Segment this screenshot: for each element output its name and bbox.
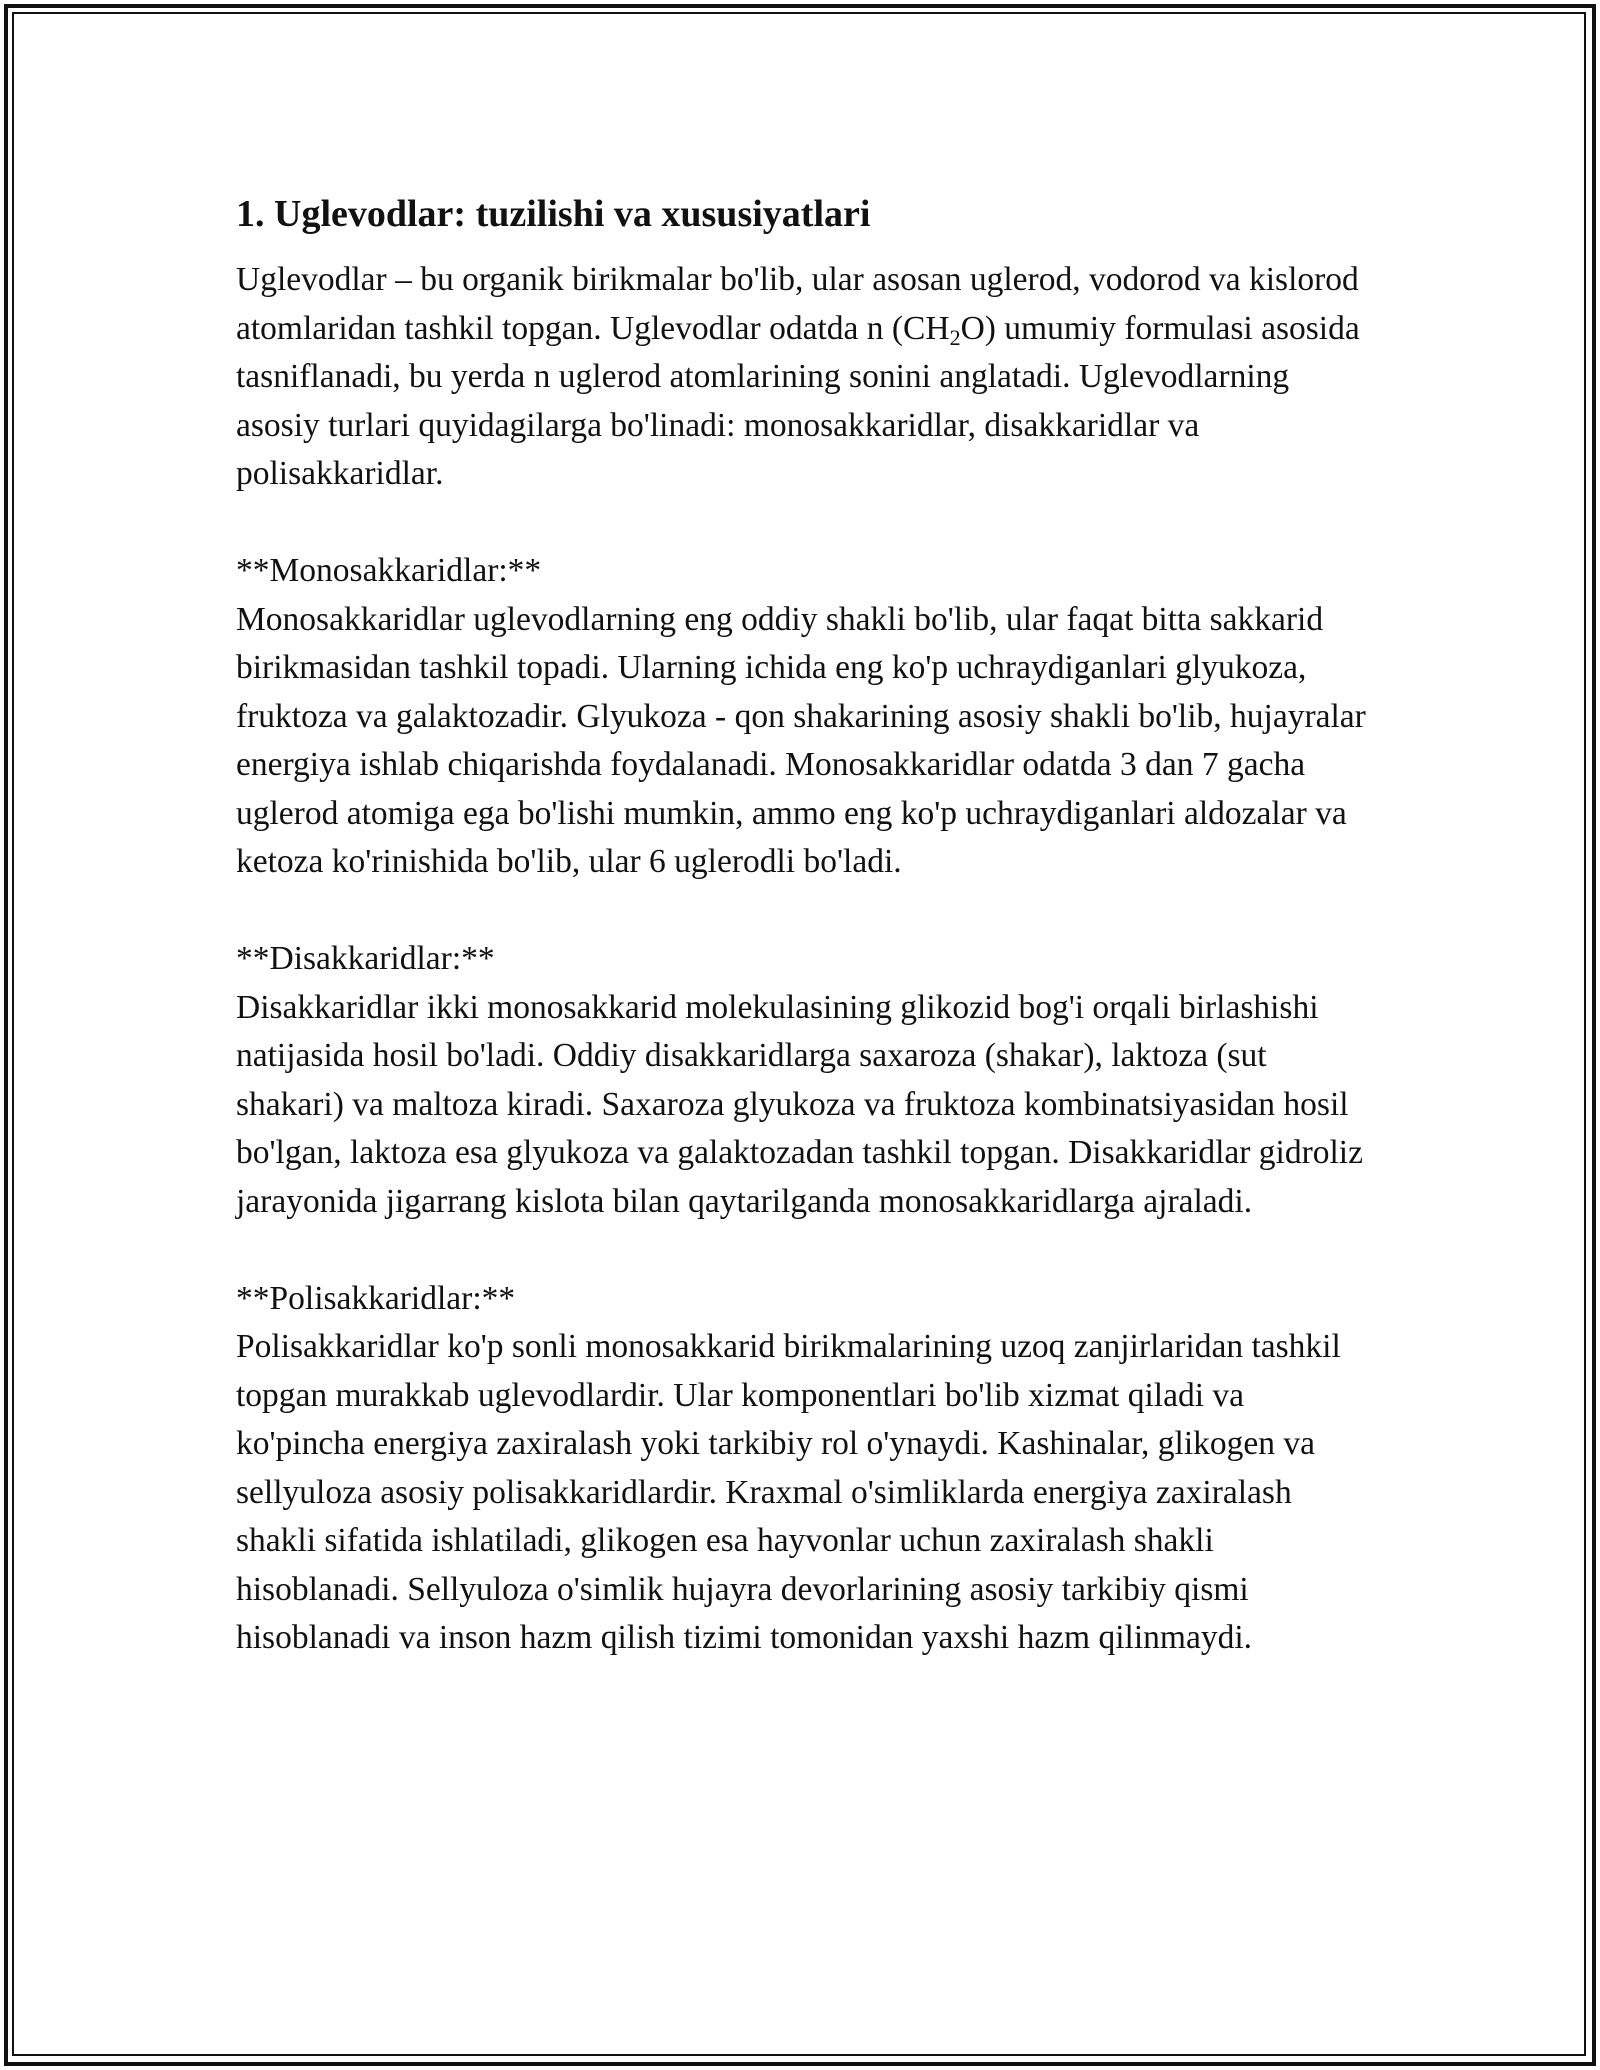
paragraph-gap <box>236 499 1366 548</box>
paragraph-gap <box>236 887 1366 936</box>
document-body <box>236 188 1366 1663</box>
section-disaccharides <box>236 935 1366 1226</box>
section-heading: **Polisakkaridlar:** <box>236 1279 516 1317</box>
section-paragraph: Monosakkaridlar uglevodlarning eng oddiy shakli bo'lib, ular faqat bitta sakkarid birikmasidan tashkil topadi. Ularning ichida eng ko'p uchraydiganlari glyukoza, fruktoza va galaktozadir. Glyukoza - qon shakarining asosiy shakli bo'lib, hujayralar energiya ishlab chiqarishda foydalanadi. Monosakkaridlar odatda 3 dan 7 gacha uglerod atomiga ega bo'lishi mumkin, ammo eng ko'p uchraydiganlari aldozalar va ketoza ko'rinishida bo'lib, ular 6 uglerodli bo'ladi. <box>236 600 1366 880</box>
section-polysaccharides <box>236 1275 1366 1663</box>
intro-text-start: Uglevodlar – bu organik birikmalar bo'lib, ular asosan uglerod, vodorod va kislorod atomlaridan tashkil topgan. Uglevodlar odatda n (CH <box>236 261 1359 347</box>
document-title: 1. Uglevodlar: tuzilishi va xususiyatlari <box>236 193 871 235</box>
paragraph-gap <box>236 1226 1366 1275</box>
section-monosaccharides <box>236 547 1366 887</box>
formula-subscript: 2 <box>949 324 961 350</box>
intro-paragraph <box>236 256 1366 499</box>
section-paragraph: Polisakkaridlar ko'p sonli monosakkarid birikmalarining uzoq zanjirlaridan tashkil topgan murakkab uglevodlardir. Ular komponentlari bo'lib xizmat qiladi va ko'pincha energiya zaxiralash yoki tarkibiy rol o'ynaydi. Kashinalar, glikogen va sellyuloza asosiy polisakkaridlardir. Kraxmal o'simliklarda energiya zaxiralash shakli sifatida ishlatiladi, glikogen esa hayvonlar uchun zaxiralash shakli hisoblanadi. Sellyuloza o'simlik hujayra devorlarining asosiy tarkibiy qismi hisoblanadi va inson hazm qilish tizimi tomonidan yaxshi hazm qilinmaydi. <box>236 1328 1341 1656</box>
section-paragraph: Disakkaridlar ikki monosakkarid molekulasining glikozid bog'i orqali birlashishi natijasida hosil bo'ladi. Oddiy disakkaridlarga saxaroza (shakar), laktoza (sut shakari) va maltoza kiradi. Saxaroza glyukoza va fruktoza kombinatsiyasidan hosil bo'lgan, laktoza esa glyukoza va galaktozadan tashkil topgan. Disakkaridlar gidroliz jarayonida jigarrang kislota bilan qaytarilganda monosakkaridlarga ajraladi. <box>236 988 1363 1220</box>
section-heading: **Disakkaridlar:** <box>236 940 495 977</box>
intro-text-end: O) umumiy formulasi asosida tasniflanadi, bu yerda n uglerod atomlarining sonini anglatadi. Uglevodlarning asosiy turlari quyidagilarga bo'linadi: monosakkaridlar, disakkaridlar va polisakkaridlar. <box>236 309 1360 492</box>
section-heading: **Monosakkaridlar:** <box>236 552 542 589</box>
